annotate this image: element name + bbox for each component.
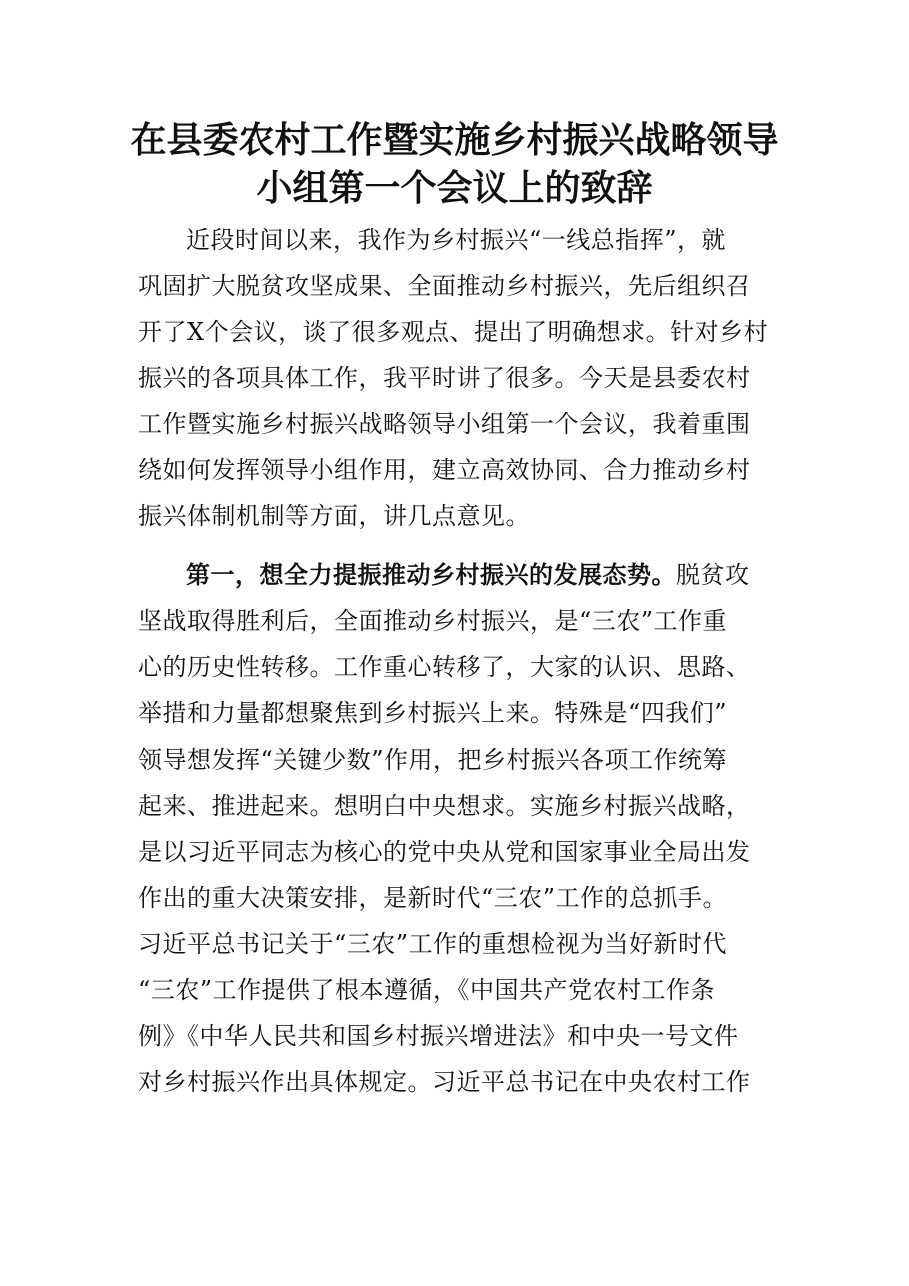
paragraph-2-line: 对乡村振兴作出具体规定。习近平总书记在中央农村工作 (138, 1068, 751, 1096)
paragraph-2-line: 作出的重大决策安排，是新时代“三农”工作的总抓手。 (138, 884, 728, 912)
document-title-line-2: 小组第一个会议上的致辞 (256, 167, 653, 209)
paragraph-1-line: 开了X个会议，谈了很多观点、提出了明确想求。针对乡村 (138, 318, 769, 346)
paragraph-1-line: 近段时间以来，我作为乡村振兴“一线总指挥”，就 (186, 226, 727, 254)
paragraph-1-line: 振兴体制机制等方面，讲几点意见。 (138, 502, 530, 530)
paragraph-2-line: 坚战取得胜利后，全面推动乡村振兴，是“三农”工作重 (138, 607, 728, 635)
paragraph-2-line: 习近平总书记关于“三农”工作的重想检视为当好新时代 (138, 930, 728, 958)
document-title-line-1: 在县委农村工作暨实施乡村振兴战略领导 (130, 119, 779, 161)
paragraph-1-line: 工作暨实施乡村振兴战略领导小组第一个会议，我着重围 (138, 410, 751, 438)
paragraph-2-first-line (186, 559, 750, 591)
paragraph-1-line: 绕如何发挥领导小组作用，建立高效协同、合力推动乡村 (138, 456, 751, 484)
paragraph-2-line: 举措和力量都想聚焦到乡村振兴上来。特殊是“四我们” (138, 699, 728, 727)
paragraph-2-line: 心的历史性转移。工作重心转移了，大家的认识、思路、 (138, 653, 751, 681)
paragraph-1-line: 巩固扩大脱贫攻坚成果、全面推动乡村振兴，先后组织召 (138, 272, 751, 300)
paragraph-1-line: 振兴的各项具体工作，我平时讲了很多。今天是县委农村 (138, 364, 751, 392)
paragraph-2-heading: 第一，想全力提振推动乡村振兴的发展态势。 (186, 560, 676, 589)
paragraph-2-line: 起来、推进起来。想明白中央想求。实施乡村振兴战略， (138, 792, 751, 820)
paragraph-2-line: 例》《中华人民共和国乡村振兴增进法》和中央一号文件 (138, 1022, 739, 1050)
paragraph-2-line: 是以习近平同志为核心的党中央从党和国家事业全局出发 (138, 838, 751, 866)
paragraph-2-first-line-rest: 脱贫攻 (676, 561, 750, 589)
paragraph-2-line: 领导想发挥“关键少数”作用，把乡村振兴各项工作统筹 (138, 746, 728, 774)
paragraph-2-line: “三农”工作提供了根本遵循，《中国共产党农村工作条 (138, 976, 716, 1004)
